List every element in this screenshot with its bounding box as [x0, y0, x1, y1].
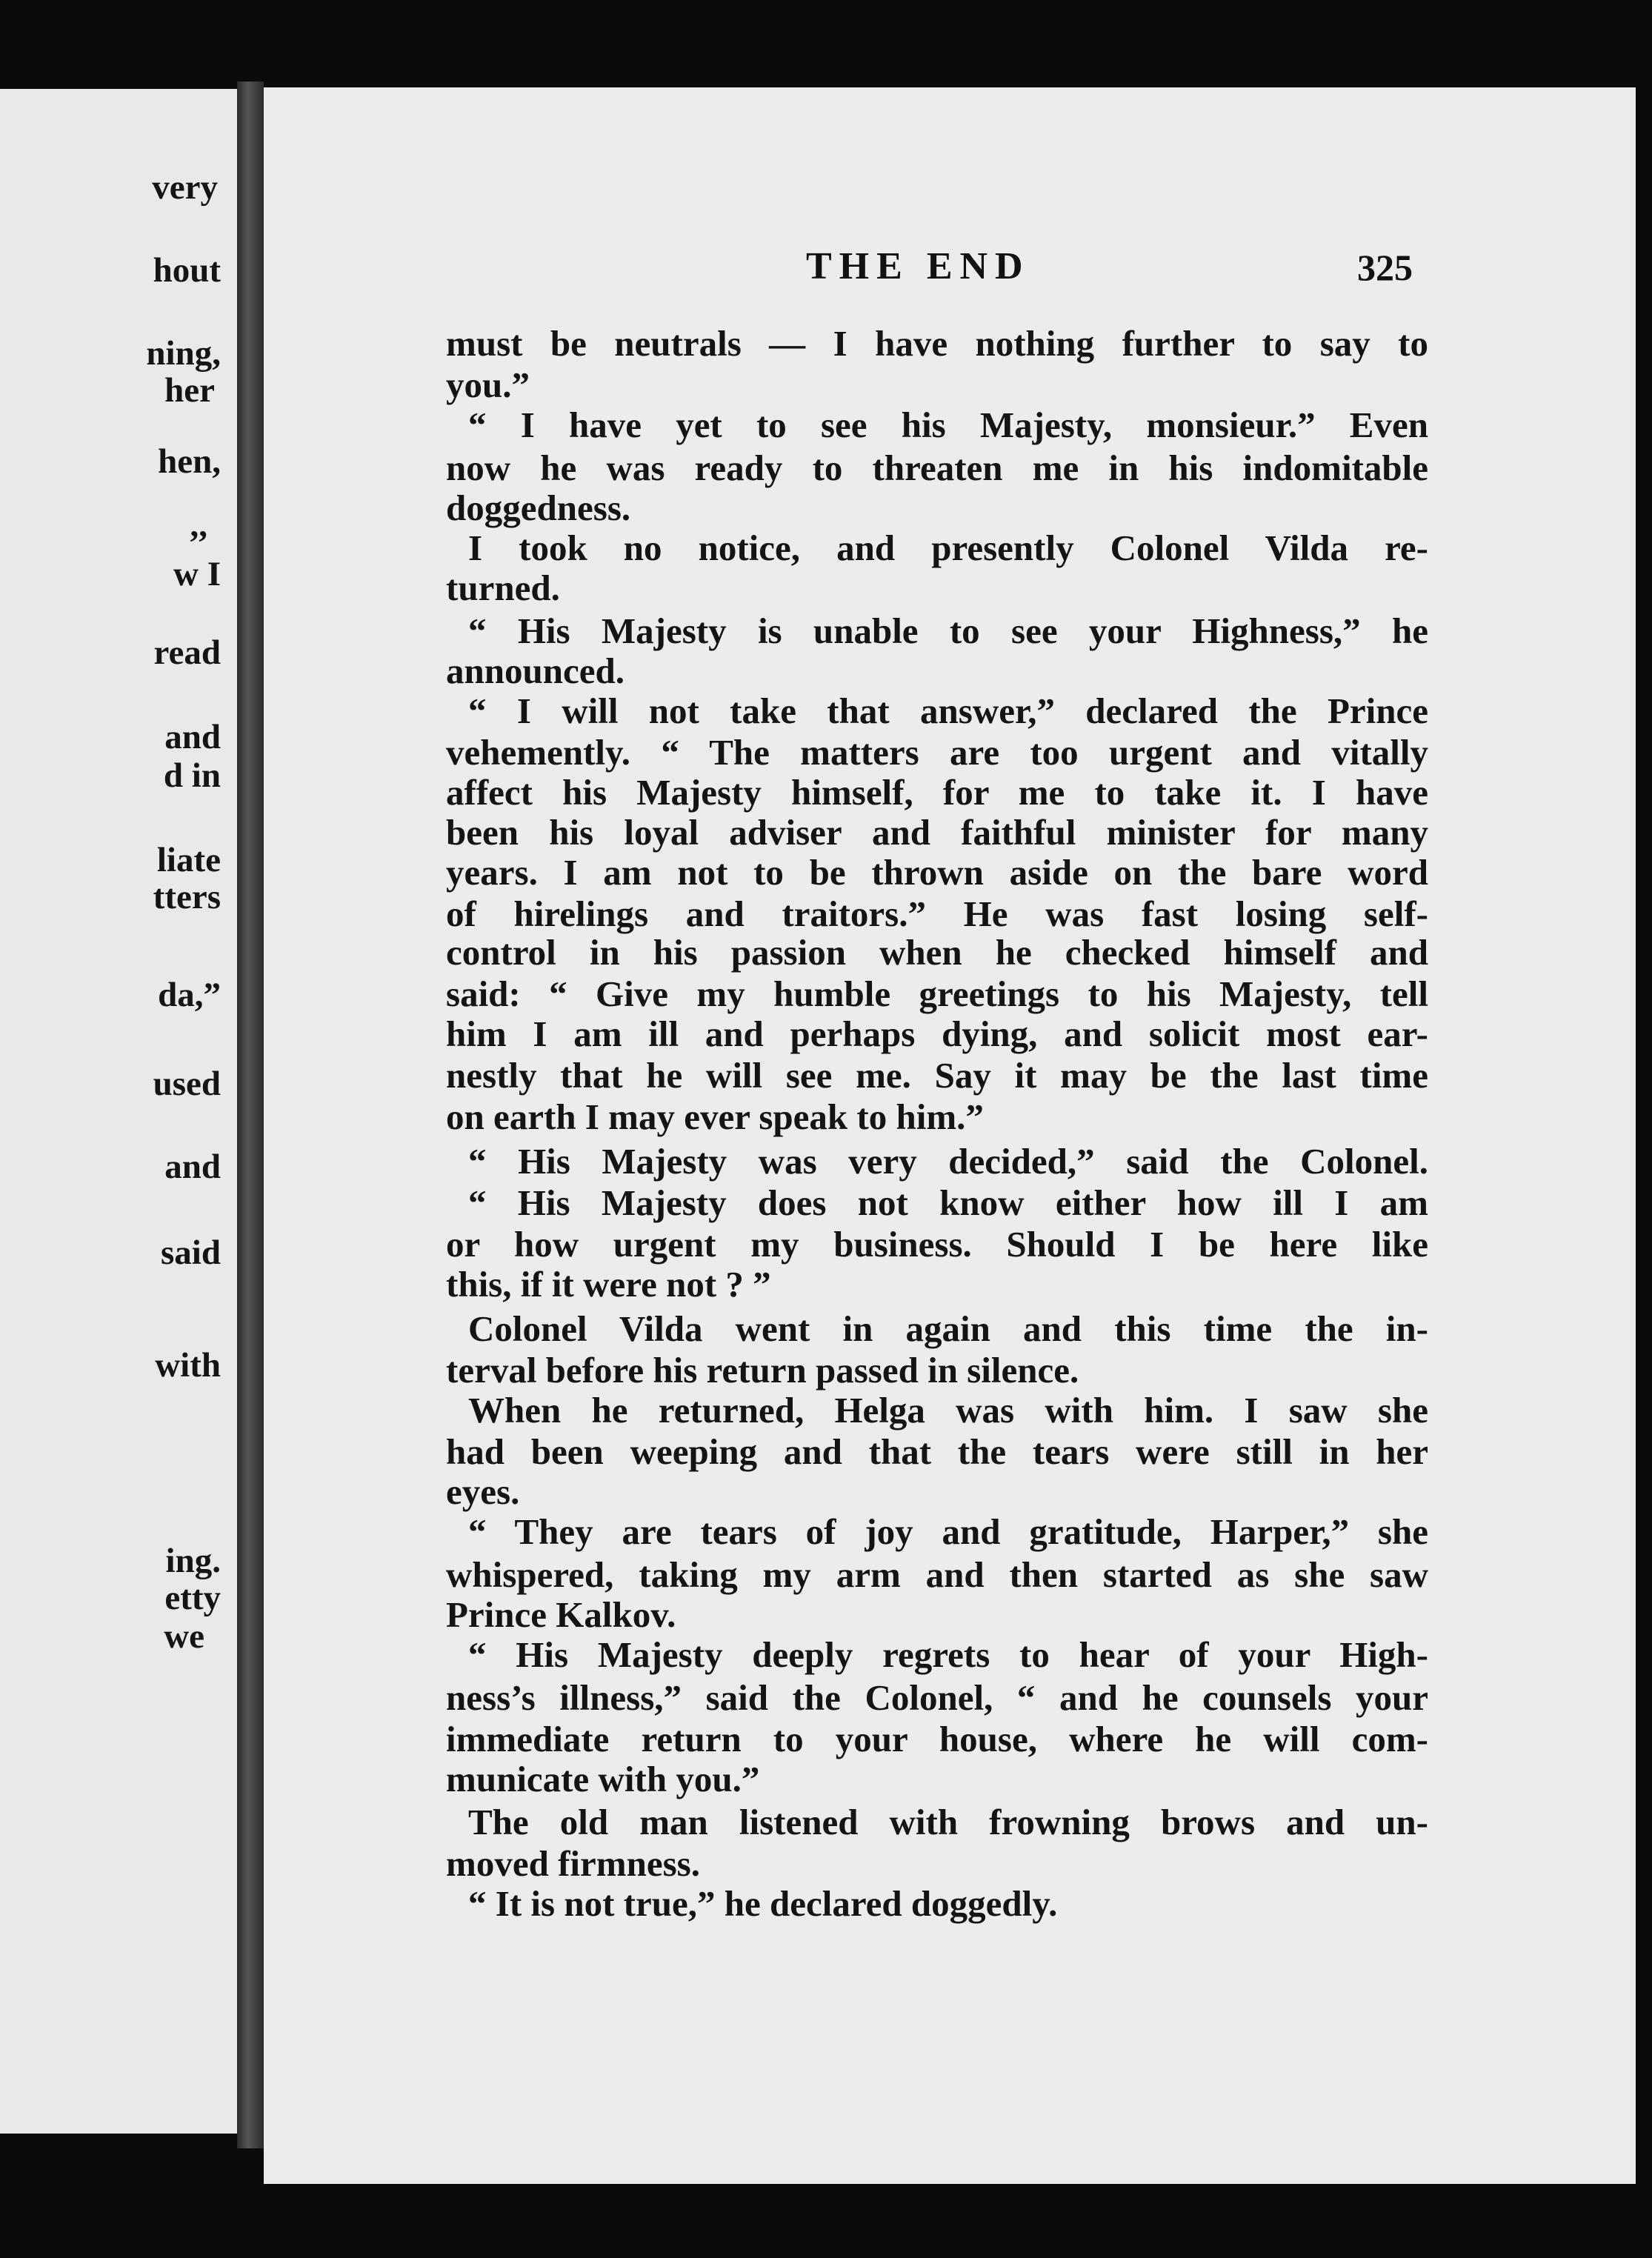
facing-page-fragment: with — [155, 1346, 221, 1385]
facing-page-fragment: hen, — [158, 442, 221, 481]
text-line: “ I have yet to see his Majesty, monsieur.” Even — [468, 404, 1428, 445]
facing-page-fragment: we — [164, 1617, 204, 1656]
text-line: nestly that he will see me. Say it may be the last time — [446, 1055, 1428, 1096]
text-line: or how urgent my business. Should I be here like — [446, 1224, 1428, 1265]
text-line: The old man listened with frowning brows and un- — [468, 1802, 1428, 1842]
facing-page-fragment: tters — [153, 878, 221, 916]
facing-page-fragment: ,, — [190, 506, 207, 544]
text-line: now he was ready to threaten me in his indomitable — [446, 447, 1428, 488]
book-page — [264, 87, 1636, 2184]
running-head: THE END — [806, 245, 1030, 287]
book-gutter — [237, 81, 264, 2148]
text-line: said: “ Give my humble greetings to his Majesty, tell — [446, 973, 1428, 1014]
text-line: vehemently. “ The matters are too urgent and vitally — [446, 732, 1428, 773]
facing-page-fragment: and — [164, 718, 221, 756]
text-line: “ His Majesty does not know either how ill I am — [468, 1182, 1428, 1223]
text-line: him I am ill and perhaps dying, and solicit most ear- — [446, 1013, 1428, 1054]
text-line: When he returned, Helga was with him. I saw she — [468, 1390, 1428, 1431]
facing-page-fragment: liate — [156, 841, 221, 879]
facing-page-fragment: her — [164, 371, 215, 410]
facing-page-fragment: d in — [163, 756, 221, 795]
text-line: “ His Majesty deeply regrets to hear of your High- — [468, 1634, 1428, 1675]
facing-page-fragment: used — [153, 1065, 221, 1103]
text-line: ness’s illness,” said the Colonel, “ and he counsels your — [446, 1677, 1428, 1718]
text-line: you.” — [446, 364, 530, 405]
text-line: whispered, taking my arm and then started as she saw — [446, 1554, 1428, 1595]
facing-page-fragment: etty — [164, 1579, 221, 1617]
text-line: “ His Majesty was very decided,” said the Colonel. — [468, 1141, 1428, 1182]
text-line: Prince Kalkov. — [446, 1594, 676, 1635]
facing-page-fragment: and — [164, 1148, 221, 1186]
text-line: had been weeping and that the tears were still in her — [446, 1431, 1428, 1472]
text-line: on earth I may ever speak to him.” — [446, 1096, 984, 1137]
facing-page-fragment: w I — [173, 555, 221, 593]
text-line: “ I will not take that answer,” declared the Prince — [468, 690, 1428, 731]
text-line: “ It is not true,” he declared doggedly. — [468, 1883, 1058, 1924]
text-line: “ His Majesty is unable to see your Highness,” he — [468, 610, 1428, 651]
facing-page-fragment: ing. — [165, 1542, 221, 1580]
text-line: moved firmness. — [446, 1843, 700, 1884]
text-line: doggedness. — [446, 487, 631, 528]
text-line: announced. — [446, 650, 625, 691]
text-line: of hirelings and traitors.” He was fast losing self- — [446, 893, 1428, 934]
facing-page-fragment: very — [152, 168, 218, 207]
text-line: I took no notice, and presently Colonel Vilda re- — [468, 527, 1428, 568]
text-line: affect his Majesty himself, for me to take it. I have — [446, 772, 1428, 813]
text-line: turned. — [446, 567, 560, 608]
text-line: Colonel Vilda went in again and this time the in- — [468, 1308, 1428, 1349]
text-line: eyes. — [446, 1471, 520, 1512]
text-line: must be neutrals — I have nothing further to say to — [446, 323, 1428, 364]
text-line: this, if it were not ? ” — [446, 1264, 771, 1305]
text-line: “ They are tears of joy and gratitude, Harper,” she — [468, 1511, 1428, 1552]
text-line: years. I am not to be thrown aside on the bare word — [446, 852, 1428, 893]
facing-page-fragment: ning, — [146, 334, 221, 373]
facing-page-fragment: read — [153, 633, 221, 672]
facing-page-fragment: hout — [153, 251, 221, 290]
text-line: been his loyal adviser and faithful minister for many — [446, 812, 1428, 853]
facing-page-fragment: da,” — [158, 976, 221, 1014]
text-line: control in his passion when he checked himself and — [446, 932, 1428, 973]
facing-page-edge — [0, 89, 237, 2134]
text-line: immediate return to your house, where he will com- — [446, 1719, 1428, 1759]
text-line: municate with you.” — [446, 1759, 760, 1799]
text-line: terval before his return passed in silence. — [446, 1350, 1079, 1391]
page-number: 325 — [1357, 247, 1413, 288]
facing-page-fragment: said — [161, 1233, 221, 1272]
